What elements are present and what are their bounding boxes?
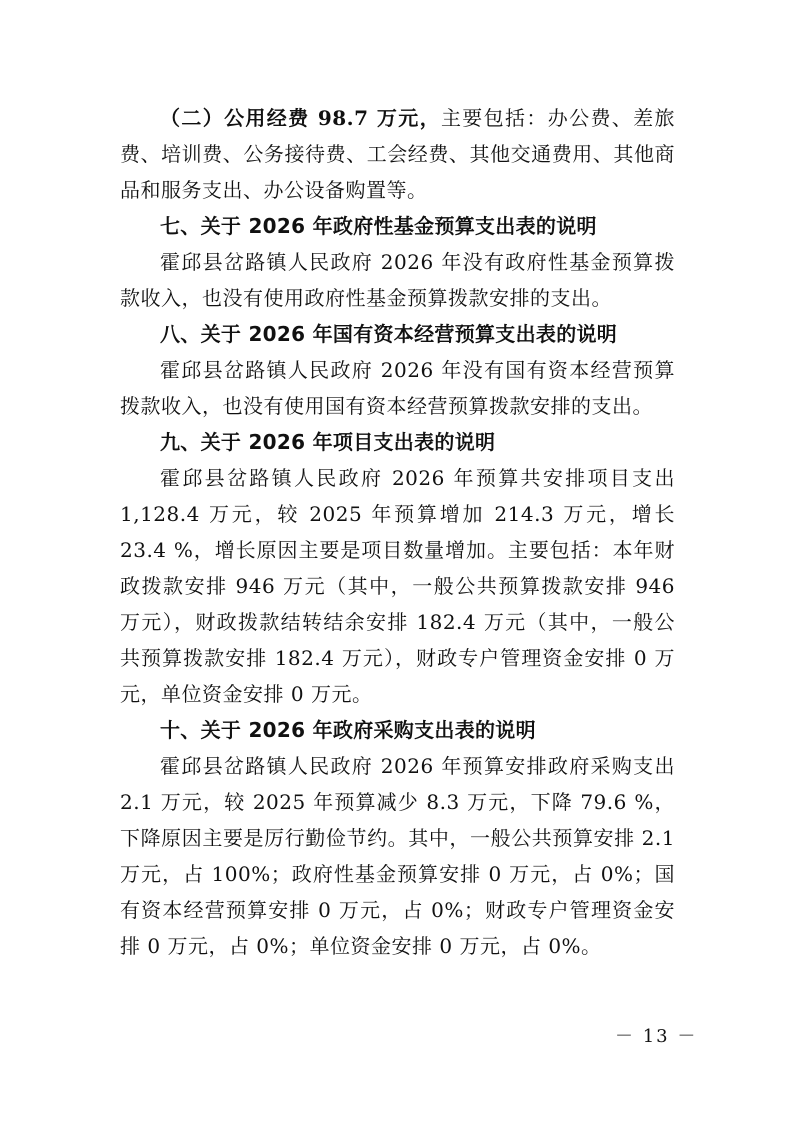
section-9-heading: 九、关于 2026 年项目支出表的说明: [160, 430, 496, 454]
public-expenses-lead: （二）公用经费 98.7 万元，: [160, 106, 441, 130]
section-7-body: 霍邱县岔路镇人民政府 2026 年没有政府性基金预算拨款收入，也没有使用政府性基金预算拨款安排的支出。: [120, 250, 675, 310]
page-number: － 13 －: [615, 1026, 698, 1047]
document-body: [120, 100, 675, 964]
section-10-body: 霍邱县岔路镇人民政府 2026 年预算安排政府采购支出2.1 万元，较 2025 年预算减少 8.3 万元，下降 79.6 %，下降原因主要是厉行勤俭节约。其中，一般公共预算安排 2.1 万元，占 100%；政府性基金预算安排 0 万元，占 0%；国有资本经营预算安排 0 万元，占 0%；财政专户管理资金安排 0 万元，占 0%；单位资金安排 0 万元，占 0%。: [120, 754, 675, 958]
section-8-body: 霍邱县岔路镇人民政府 2026 年没有国有资本经营预算拨款收入，也没有使用国有资本经营预算拨款安排的支出。: [120, 358, 675, 418]
section-8-heading: 八、关于 2026 年国有资本经营预算支出表的说明: [160, 322, 618, 346]
section-10-heading: 十、关于 2026 年政府采购支出表的说明: [160, 718, 536, 742]
section-7-heading: 七、关于 2026 年政府性基金预算支出表的说明: [160, 214, 597, 238]
public-expenses-paragraph: [120, 100, 675, 208]
public-expenses-text: 主要包括：办公费、差旅费、培训费、公务接待费、工会经费、其他交通费用、其他商品和服务支出、办公设备购置等。: [120, 106, 676, 202]
section-9-body: 霍邱县岔路镇人民政府 2026 年预算共安排项目支出1,128.4 万元，较 2025 年预算增加 214.3 万元，增长 23.4 %，增长原因主要是项目数量增加。主要包括：本年财政拨款安排 946 万元（其中，一般公共预算拨款安排 946 万元），财政拨款结转结余安排 182.4 万元（其中，一般公共预算拨款安排 182.4 万元），财政专户管理资金安排 0 万元，单位资金安排 0 万元。: [120, 466, 675, 706]
